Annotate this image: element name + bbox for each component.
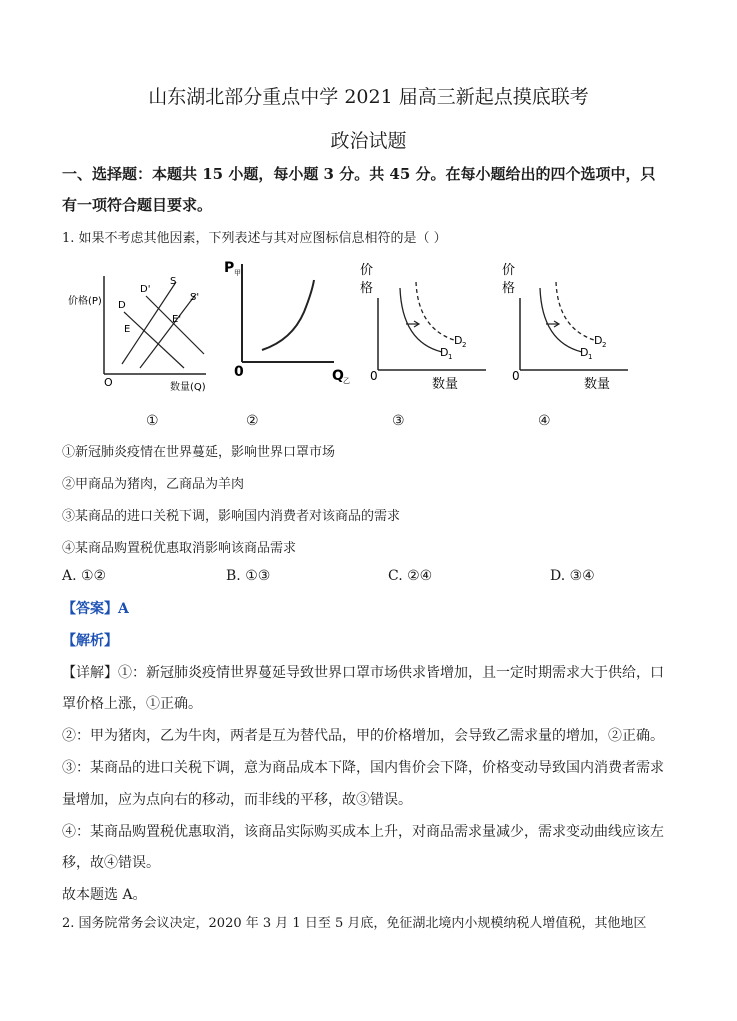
fig4-origin: 0 [512,369,520,383]
fig1-label-dp: D' [140,284,151,295]
option-b: B. ①③ [226,568,271,584]
analysis-title: 【解析】 [62,633,118,649]
fig3-d1-sub: 1 [448,353,453,361]
fig3-ylabel2: 格 [360,281,374,296]
detail-line-5: 量增加，应为点向右的移动，而非线的平移，故③错误。 [62,792,412,808]
fig1-label-ep: E' [172,314,182,325]
fig4-d1-sub: 1 [588,353,593,361]
fig4-d2-sub: 2 [602,341,607,349]
statement-4: ④某商品购置税优惠取消影响该商品需求 [62,541,297,556]
fig1-xlabel: 数量(Q) [170,382,206,393]
supply-line-s-prime [140,294,196,368]
fig3-d2-sub: 2 [462,341,467,349]
figure-caption-4: ④ [538,413,551,429]
statement-1: ①新冠肺炎疫情在世界蔓延，影响世界口罩市场 [62,445,336,460]
page-subtitle: 政治试题 [330,130,407,152]
detail-line-7: 移，故④错误。 [62,855,160,871]
fig1-label-s: S [170,276,177,287]
figure-2-price-quantity [222,252,362,396]
option-d: D. ③④ [550,568,595,584]
detail-line-4: ③：某商品的进口关税下调，意为商品成本下降，国内售价会下降，价格变动导致国内消费者需求 [62,760,664,776]
fig4-curve-d2 [556,282,594,340]
fig3-d1: D [440,346,449,359]
detail-line-3: ②：甲为猪肉，乙为牛肉，两者是互为替代品，甲的价格增加，会导致乙需求量的增加，②正确。 [62,728,664,744]
figure-caption-1: ① [146,413,159,429]
fig1-origin: O [104,376,113,389]
fig2-xlabel: Q [332,368,344,384]
answer-label: 【答案】A [62,601,129,617]
detail-line-1: 【详解】①：新冠肺炎疫情世界蔓延导致世界口罩市场供求皆增加，且一定时期需求大于供给，口 [62,665,664,681]
fig3-origin: 0 [370,369,378,383]
page-title: 山东湖北部分重点中学 2021 届高三新起点摸底联考 [148,86,589,108]
fig2-ylabel-sub: 甲 [234,269,241,277]
fig3-ylabel1: 价 [360,263,374,278]
fig4-d1: D [580,346,589,359]
detail-line-6: ④：某商品购置税优惠取消，该商品实际购买成本上升，对商品需求量减少，需求变动曲线应该左 [62,824,664,840]
fig1-label-e: E [124,324,131,335]
figure-3-demand-curve [358,258,493,402]
fig1-ylabel: 价格(P) [68,296,102,307]
fig3-d2: D [454,334,463,347]
detail-line-8: 故本题选 A。 [62,887,147,903]
figure-4-demand-curve [500,258,635,402]
fig2-origin: 0 [234,364,244,380]
fig2-curve [262,280,314,350]
statement-3: ③某商品的进口关税下调，影响国内消费者对该商品的需求 [62,509,401,524]
section-instruction-line1: 一、选择题：本题共 15 小题，每小题 3 分。共 45 分。在每小题给出的四个选项中，只 [62,165,656,183]
fig1-label-sp: S' [190,292,200,303]
statement-2: ②甲商品为猪肉，乙商品为羊肉 [62,477,245,492]
fig3-curve-d2 [416,282,454,340]
fig2-ylabel: P [224,260,235,276]
question-2-stem: 2. 国务院常务会议决定，2020 年 3 月 1 日至 5 月底，免征湖北境内小规模纳税人增值税，其他地区 [62,916,647,931]
figure-caption-2: ② [246,413,259,429]
fig4-ylabel2: 格 [502,281,516,296]
fig3-xlabel: 数量 [432,377,459,392]
figure-1-supply-demand [66,268,216,402]
fig2-xlabel-sub: 乙 [343,377,350,385]
option-c: C. ②④ [388,568,433,584]
fig4-curve-d1 [540,288,582,352]
fig4-xlabel: 数量 [584,377,611,392]
option-a: A. ①② [62,568,107,584]
fig3-curve-d1 [400,288,442,352]
detail-line-2: 罩价格上涨，①正确。 [62,696,202,712]
fig4-ylabel1: 价 [502,263,516,278]
fig1-label-d: D [118,300,126,311]
section-instruction-line2: 有一项符合题目要求。 [62,196,213,214]
question-1-stem: 1. 如果不考虑其他因素，下列表述与其对应图标信息相符的是（ ） [62,231,447,246]
figure-caption-3: ③ [392,413,405,429]
fig4-d2: D [594,334,603,347]
demand-line-d-prime [146,296,204,354]
